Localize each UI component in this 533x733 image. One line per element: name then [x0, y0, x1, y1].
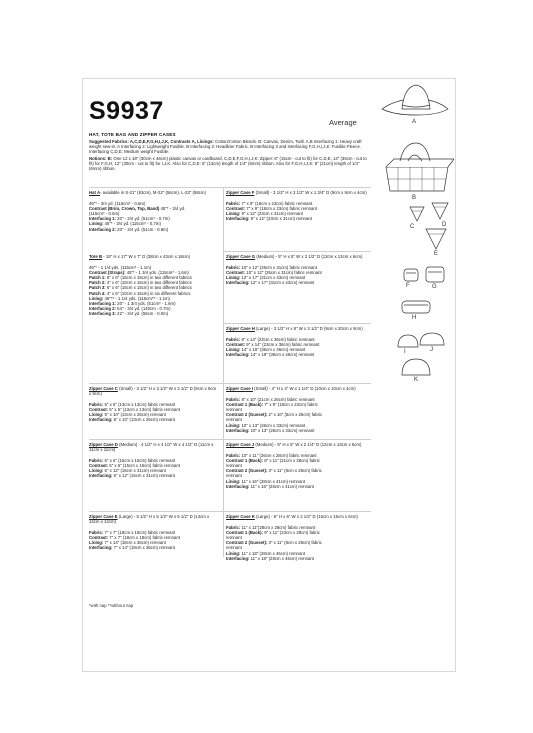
yardage-line-amount: 20" - 1 3/4 yds. (51cm* - 1.6m) [115, 300, 176, 306]
line-drawings [368, 79, 454, 409]
pattern-envelope-back [82, 78, 456, 672]
view-heading: Zipper Case F [226, 190, 255, 195]
yardage-line-amount: 9" x 11" (23cm x 28cm) fabric [263, 530, 320, 536]
view-dimensions: (Small) - 3 1/2" H x 3 1/2" W x 3 1/2" D (9cm x 9cm x 9cm) [89, 386, 217, 397]
yardage-line-amount: remnant [226, 473, 242, 479]
yardage-line-label: Lining: [226, 422, 241, 428]
block-heading [226, 254, 371, 259]
view-label-d: D [442, 222, 447, 228]
yardage-line-label: Interfacing 3: [89, 310, 116, 316]
yardage-line-label: Fabric: [89, 402, 104, 408]
yardage-line [226, 280, 371, 285]
view-dimensions: (Large) - 6" H x 6" W x 2 1/2" D (15cm x 15cm x 6cm) [254, 514, 358, 519]
yardage-grid [89, 187, 371, 561]
yardage-line-amount: 8" x 11" (21cm x 28cm) fabric [263, 458, 320, 464]
yardage-line-amount: 45"* - 3/4 yd. [159, 206, 186, 212]
block-heading [89, 386, 219, 396]
yardage-line-amount: 45"* - 3/4 yd. (115cm* - 0.6m) [89, 201, 146, 207]
yardage-line-amount: 4" x 6" (10cm x 15cm) in six different fabrics [105, 290, 191, 296]
yardage-line-label: Lining: [89, 221, 104, 227]
yardage-line-label: Fabric: [226, 201, 241, 207]
yardage-line-amount: 5" x 5" (13cm x 13cm) fabric remnant [108, 407, 180, 413]
view-label-k: K [414, 377, 419, 383]
yardage-line-label: Fabric: [89, 458, 104, 464]
yardage-line [89, 473, 219, 478]
yardage-line-label: Lining: [226, 275, 241, 281]
view-label-i: I [404, 349, 406, 355]
pattern-code: S9937 [89, 97, 164, 125]
yardage-line-label: Fabric: [226, 265, 241, 271]
view-label-f: F [406, 283, 410, 289]
yardage-line-amount: 10" x 11" (26cm x 28cm) fabric remnant [240, 453, 317, 459]
block-heading [89, 442, 219, 452]
yardage-line-amount: 12" x 17" (31cm x 43cm) remnant [240, 275, 306, 281]
view-dimensions: (Large) - 5 1/2" H x 5 1/2" W x 5 1/2" D (14cm x 14cm x 14cm) [89, 514, 210, 525]
block-heading [226, 386, 371, 391]
block-heading [226, 442, 371, 447]
view-dimensions: (Medium) - 5" H x 5" W x 2 1/2" D (13cm x 13cm x 6cm) [255, 254, 363, 259]
yardage-line-label: Interfacing 2: [89, 226, 116, 232]
view-heading: Hat A [89, 190, 101, 195]
yardage-line-amount: (115cm* - 0.6m) [89, 211, 120, 217]
yardage-case-f [226, 190, 371, 221]
yardage-line-label: Lining: [226, 211, 241, 217]
row-divider [89, 439, 223, 440]
yardage-line-amount: 9" x 12" (23cm x 31cm) remnant [249, 216, 312, 222]
yardage-line-amount: 11" x 11"(28cm x 28cm) fabric remnant [240, 525, 316, 531]
yardage-line-label: Fabric: [89, 530, 104, 536]
yardage-line-amount: 10" x 13" (26cm x 33cm) remnant [240, 422, 306, 428]
view-heading: Zipper Case K [226, 514, 255, 519]
view-heading: Zipper Case I [226, 386, 253, 391]
yardage-case-g [226, 254, 371, 285]
yardage-line-amount: 9" x 14" (23cm x 36cm) fabric remnant [240, 337, 315, 343]
yardage-line-amount: 22" - 3/4 yd. (56cm - 0.0m) [115, 310, 169, 316]
yardage-line-amount: 7" x 14" (18cm x 36cm) remnant [112, 545, 175, 551]
yardage-line-amount: remnant [226, 417, 242, 423]
yardage-line-label: Lining: [226, 347, 241, 353]
yardage-line-label: Contrast: [226, 270, 246, 276]
yardage-line-label: Contrast 2 (Gusset): [226, 468, 268, 474]
yardage-line-label: Patch 2: [89, 280, 106, 286]
yardage-line-amount: 2" x 10" (5cm x 26cm) fabric [267, 412, 323, 418]
yardage-line-label: Interfacing: [89, 417, 113, 423]
yardage-line-amount: 7" x 9" (18cm x 23cm) fabric remnant [245, 206, 317, 212]
row-divider [223, 383, 371, 384]
view-heading: Zipper Case C [89, 386, 118, 391]
yardage-line-label: Interfacing 1: [89, 216, 116, 222]
yardage-line-amount: remnant [226, 535, 242, 541]
view-label-b: B [412, 195, 417, 201]
yardage-line-amount: 45"* - 1 3/4 yds. (115cm* - 1.6m) [125, 270, 189, 276]
view-label-a: A [412, 119, 417, 125]
yardage-line-label: Contrast: [226, 342, 246, 348]
block-heading [226, 190, 371, 195]
yardage-line-label: Contrast 2 (Gusset): [226, 540, 268, 546]
yardage-line [226, 556, 371, 561]
row-divider [223, 323, 371, 324]
yardage-line-label: Interfacing 2: [89, 305, 116, 311]
row-divider [89, 187, 371, 188]
yardage-line-label: Lining: [89, 468, 104, 474]
view-label-h: H [412, 315, 417, 321]
yardage-line-label: Lining: [89, 412, 104, 418]
yardage-line-label: Interfacing: [226, 555, 250, 561]
nap-footnote: *with nap **without nap [89, 603, 134, 608]
yardage-line-amount: 3" x 11" (8cm x 28cm) fabric [267, 540, 322, 546]
yardage-line-label: Contrast 1 (Back): [226, 530, 264, 536]
yardage-line-label: Lining: [89, 295, 104, 301]
yardage-line-label: Contrast: [89, 463, 109, 469]
view-heading: Zipper Case G [226, 254, 256, 259]
row-divider [89, 511, 223, 512]
yardage-line-amount: 4" x 6" (10cm x 15cm) in two different fabrics [105, 280, 192, 286]
yardage-line-label: Interfacing: [89, 473, 113, 479]
yardage-tote-b [89, 254, 219, 316]
view-label-c: C [410, 224, 415, 230]
row-divider [223, 439, 371, 440]
yardage-line-amount: 6" x 6" (15cm x 15cm) in two different fabrics [105, 285, 192, 291]
yardage-line-label: Fabric: [226, 337, 241, 343]
yardage-line-amount: 5" x 10" (13cm x 26cm) remnant [103, 412, 166, 418]
yardage-line-amount: 7" x 9" (18cm x 23cm) fabric remnant [240, 201, 313, 207]
view-dimensions: (Small) - 3 1/2" H x 3 1/2" W x 1 3/4" D (9cm x 9cm x 4cm) [254, 190, 367, 195]
box-pouch-icons [402, 267, 444, 313]
block-heading [89, 514, 219, 524]
yardage-line-label: Patch 3: [89, 285, 106, 291]
yardage-line-amount: 8" x 10" (21cm x 26cm) fabric remnant [240, 397, 315, 403]
block-heading [226, 514, 371, 519]
yardage-line-amount: remnant [226, 407, 242, 413]
yardage-line [89, 545, 219, 550]
yardage-line-label: Interfacing 1: [89, 300, 116, 306]
yardage-case-h [226, 326, 371, 357]
column-divider [223, 187, 224, 557]
yardage-line-amount: 7" x 7" (18cm x 18cm) fabric remnant [103, 530, 176, 536]
yardage-case-k [226, 514, 371, 561]
row-divider [223, 251, 371, 252]
yardage-case-i [226, 386, 371, 433]
yardage-line-amount: 10" x 12" (26cm x 31cm) fabric remnant [240, 265, 317, 271]
yardage-hat-a [89, 190, 219, 232]
notions: Notions: B: One 12 x 18" (30cm x 46cm) plastic canvas or cardboard. C,D,E,F,G,H,I,J,K: Zipper: 6" (15cm - cut to fit) for C,D,E, 14" (36cm - cut to fit) for F,G,H, 12" (30cm - cut to fit) for I,J,K. Also for C,D,E: 5" (13cm) length of 1/4" (6mm) ribbon. Also for F,G,H,I,J,K: 8" (21cm) length of 1/4" (6mm) ribbon. [89, 156, 367, 172]
yardage-line-amount: 9" x 14" (23cm x 36cm) fabric remnant [245, 342, 320, 348]
view-dimensions: (Medium) - 4 1/2" H x 4 1/2" W x 4 1/2" D (11cm x 11cm x 11cm) [89, 442, 214, 453]
yardage-line-label: Fabric: [226, 397, 241, 403]
view-heading: Tote B [89, 254, 103, 259]
yardage-line-label: Patch 1: [89, 275, 106, 281]
yardage-line-amount: 7" x 7" (18cm x 18cm) fabric remnant [108, 535, 180, 541]
block-heading [89, 190, 219, 195]
fabric-notions-intro [89, 139, 371, 173]
yardage-line-label: Lining: [89, 540, 104, 546]
yardage-line-amount: 3" x 11" (8cm x 28cm) fabric [267, 468, 322, 474]
yardage-line-amount: 11" x 18" (28cm x 46cm) remnant [240, 550, 305, 556]
yardage-line-amount: 12" x 17" (31cm x 43cm) remnant [249, 280, 315, 286]
view-heading: Zipper Case D [89, 442, 118, 447]
yardage-line-label: Interfacing: [226, 483, 250, 489]
yardage-case-c [89, 386, 219, 423]
size-range: Average [329, 118, 357, 127]
block-heading [89, 254, 219, 259]
yardage-line-label: Interfacing: [226, 427, 250, 433]
yardage-line-amount: 6" x 6" (15cm x 15cm) in two different fabrics [105, 275, 192, 281]
row-divider [223, 511, 371, 512]
yardage-line-amount: 10" x 12" (26cm x 31cm) fabric remnant [245, 270, 322, 276]
yardage-line-label: Lining: [226, 550, 241, 556]
yardage-line-label: Interfacing: [226, 280, 250, 286]
view-heading: Zipper Case E [89, 514, 118, 519]
yardage-line [89, 227, 219, 232]
yardage-line-label: Interfacing: [226, 352, 250, 358]
yardage-line-label: Interfacing: [226, 216, 250, 222]
suggested-fabrics: Suggested Fabrics: A,C,D,E,F,G,H,I,J,K, Contrasts A, Linings: Cotton/Cotton Blends. B: Canvas, Denim, Twill. A,B Interfacing 1: Heavy craft weight sew-in. A Interfacing 2: Lightweight Fusible. B Interfacing 2: Headliner Fabric. B Interfacing 3 and Interfacing F,G,H,I,J,K: Fusible Fleece. Interfacing C,D,E: Medium weight Fusible. [89, 139, 362, 155]
view-illustrations [368, 79, 454, 409]
view-label-j: J [430, 347, 433, 353]
yardage-line-amount: 6" x 12" (15cm x 31cm) remnant [112, 473, 175, 479]
yardage-line-amount: remnant [226, 545, 242, 551]
view-label-g: G [432, 284, 437, 290]
pattern-title: HAT, TOTE BAG AND ZIPPER CASES [89, 132, 176, 137]
yardage-line-amount: 20" - 3/4 yd. (51cm - 0.8m) [115, 226, 169, 232]
yardage-line-label: Patch 4: [89, 290, 106, 296]
yardage-line-label: Fabric: [226, 453, 241, 459]
yardage-line-label: Contrast: [89, 535, 109, 541]
yardage-line [226, 216, 371, 221]
yardage-line-amount: 7" x 9" (18cm x 23cm) fabric [263, 402, 318, 408]
yardage-line-label: Contrast (Brim, Crown, Top, Band) [89, 206, 160, 212]
row-divider [89, 383, 223, 384]
yardage-line [226, 352, 371, 357]
view-label-e: E [434, 251, 439, 257]
yardage-line-amount: 6" x 6" (15cm x 15cm) fabric remnant [103, 458, 176, 464]
yardage-line-amount: 5" x 10" (13cm x 26cm) remnant [112, 417, 175, 423]
yardage-line [89, 417, 219, 422]
yardage-line-amount: 11" x 18" (28cm x 46cm) remnant [249, 555, 314, 561]
yardage-line-amount: 7" x 14" (18cm x 36cm) remnant [103, 540, 166, 546]
view-dimensions: (Small) - 4" H x 4" W x 1 1/4" D (10cm x 10cm x 4cm) [252, 386, 356, 391]
yardage-line-amount: 20" - 3/4 yd. (51cm* - 0.7m) [115, 216, 170, 222]
yardage-line-label: Contrast 1 (Back): [226, 458, 264, 464]
yardage-line-amount: 10" x 13" (26cm x 33cm) remnant [249, 427, 315, 433]
view-dimensions: - available in S-21" (53cm), M-22" (56cm), L-23" (58cm) [100, 190, 206, 195]
yardage-line-amount: 14" x 18" (36cm x 46cm) remnant [240, 347, 306, 353]
yardage-line-amount: 11" x 16" (28cm x 41cm) remnant [240, 478, 305, 484]
yardage-line-amount: 14" x 18" (36cm x 46cm) remnant [249, 352, 315, 358]
yardage-line-amount: 5" x 5" (13cm x 13cm) fabric remnant [103, 402, 176, 408]
block-heading [226, 326, 371, 331]
yardage-line-amount: 45"** - 1 1/4 yds. (115cm** - 1.1m) [103, 295, 170, 301]
yardage-line-amount: 6" x 12" (15cm x 31cm) remnant [103, 468, 166, 474]
yardage-line-amount: remnant [226, 463, 242, 469]
yardage-line-amount: 45"* - 1 1/4 yds. (115cm* - 1.1m) [89, 265, 152, 271]
yardage-line-label: Contrast (Straps): [89, 270, 126, 276]
view-dimensions: - 15" H x 17" W x 7" D (38cm x 43cm x 18cm) [102, 254, 190, 259]
view-dimensions: (Large) - 3 1/2" H x 8" W x 3 1/2" D (9cm x 20cm x 9cm) [254, 326, 363, 331]
yardage-line-label: Lining: [226, 478, 241, 484]
yardage-line [89, 311, 219, 316]
yardage-line-label: Interfacing: [89, 545, 113, 551]
yardage-line [226, 484, 371, 489]
yardage-line-label: Contrast: [226, 206, 246, 212]
yardage-line [226, 428, 371, 433]
yardage-case-j [226, 442, 371, 489]
view-heading: Zipper Case H [226, 326, 255, 331]
bucket-hat-icon [382, 85, 448, 115]
yardage-line-amount: 54" - 3/4 yd. (140cm - 0.7m) [115, 305, 171, 311]
yardage-line-amount: 6" x 6" (15cm x 15cm) fabric remnant [108, 463, 180, 469]
yardage-line-label: Contrast 1 (Back): [226, 402, 264, 408]
yardage-line-amount: 45"* - 3/4 yd. (115cm* - 0.7m) [103, 221, 161, 227]
yardage-case-d [89, 442, 219, 479]
yardage-line-amount: 11" x 16" (28cm x 41cm) remnant [249, 483, 314, 489]
yardage-line-amount: 9" x 12" (23cm x 31cm) remnant [240, 211, 303, 217]
view-dimensions: (Medium) - 5" H x 5" W x 2 1/4" D (13cm x 13cm x 6cm) [254, 442, 362, 447]
yardage-line-label: Fabric: [226, 525, 241, 531]
tote-bag-icon [386, 143, 454, 191]
yardage-case-e [89, 514, 219, 551]
view-heading: Zipper Case J [226, 442, 255, 447]
yardage-line-label: Contrast 2 (Gusset): [226, 412, 268, 418]
yardage-line-label: Contrast: [89, 407, 109, 413]
